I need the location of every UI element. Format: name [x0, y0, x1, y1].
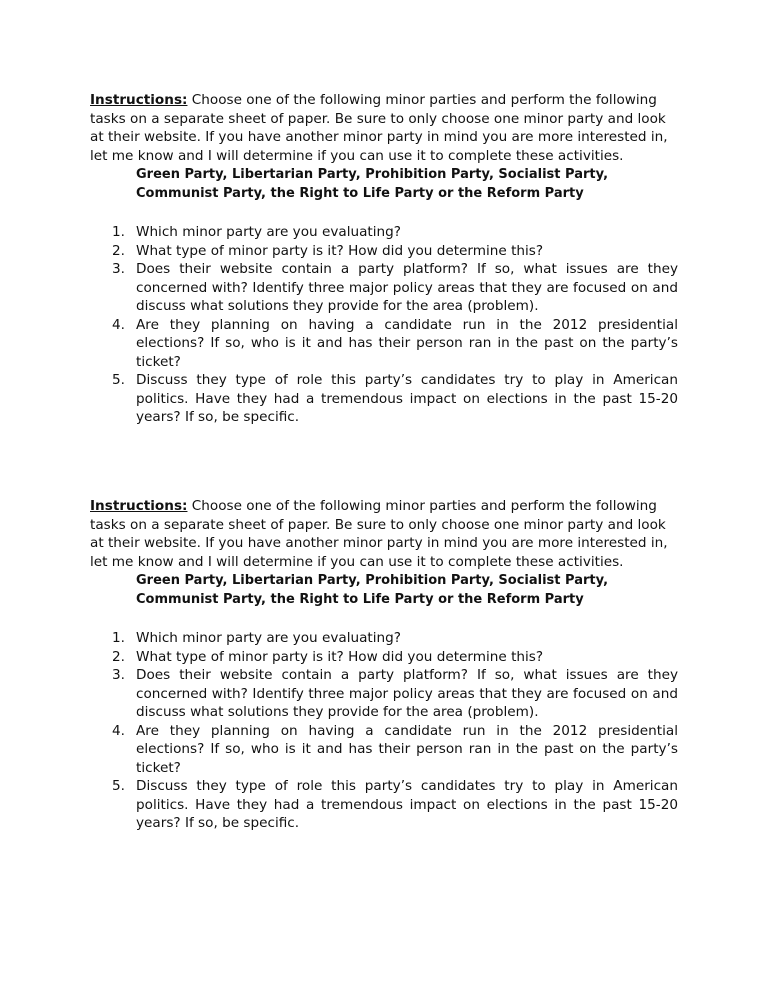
instructions-paragraph	[90, 497, 680, 571]
task-item-1	[90, 629, 678, 648]
task-item-4	[90, 722, 678, 778]
task-item-1	[90, 223, 678, 242]
task-number: 1.	[112, 630, 125, 646]
task-item-5	[90, 777, 678, 833]
instructions-label: Instructions:	[90, 498, 188, 514]
instructions-label: Instructions:	[90, 92, 188, 108]
task-text: Are they planning on having a candidate run in the 2012 presidential elections? If so, who is it and has their person ran in the past on the party’s ticket?	[136, 722, 678, 776]
task-text: Which minor party are you evaluating?	[136, 224, 401, 240]
task-text: Discuss they type of role this party’s candidates try to play in American politics. Have they had a tremendous impact on elections in the past 15-20 years? If so, be specific.	[136, 778, 678, 831]
task-item-2	[90, 242, 678, 261]
task-item-3	[90, 260, 678, 316]
instructions-section-1	[90, 91, 680, 427]
task-text: What type of minor party is it? How did you determine this?	[136, 648, 544, 665]
task-item-4	[90, 316, 678, 372]
task-number: 1.	[112, 224, 125, 240]
task-item-5	[90, 371, 678, 427]
task-number: 4.	[112, 316, 125, 333]
party-list: Green Party, Libertarian Party, Prohibition Party, Socialist Party, Communist Party, the Right to Life Party or the Reform Party	[136, 573, 609, 607]
task-text: Are they planning on having a candidate run in the 2012 presidential elections? If so, who is it and has their person ran in the past on the party’s ticket?	[136, 316, 678, 370]
task-number: 2.	[112, 242, 125, 259]
task-item-2	[90, 648, 678, 667]
instructions-paragraph	[90, 91, 680, 165]
task-text: Does their website contain a party platform? If so, what issues are they concerned with? Identify three major policy areas that they are focused on and discuss what solutions they provide for the area (problem).	[136, 667, 678, 720]
task-text: Which minor party are you evaluating?	[136, 630, 401, 646]
task-list	[90, 223, 680, 427]
instructions-text: Choose one of the following minor parties and perform the following tasks on a separate sheet of paper. Be sure to only choose one minor party and look at their website. If you have another minor party in mind you are more interested in, let me know and I will determine if you can use it to complete these activities.	[90, 498, 668, 570]
task-list	[90, 629, 680, 833]
task-text: Discuss they type of role this party’s candidates try to play in American politics. Have they had a tremendous impact on elections in the past 15-20 years? If so, be specific.	[136, 372, 678, 425]
task-number: 5.	[112, 778, 125, 794]
task-number: 4.	[112, 722, 125, 739]
instructions-text: Choose one of the following minor parties and perform the following tasks on a separate sheet of paper. Be sure to only choose one minor party and look at their website. If you have another minor party in mind you are more interested in, let me know and I will determine if you can use it to complete these activities.	[90, 92, 668, 164]
task-number: 5.	[112, 372, 125, 388]
task-number: 3.	[112, 261, 125, 277]
task-item-3	[90, 666, 678, 722]
task-text: What type of minor party is it? How did you determine this?	[136, 242, 544, 259]
party-list: Green Party, Libertarian Party, Prohibition Party, Socialist Party, Communist Party, the Right to Life Party or the Reform Party	[136, 167, 609, 201]
task-text: Does their website contain a party platform? If so, what issues are they concerned with? Identify three major policy areas that they are focused on and discuss what solutions they provide for the area (problem).	[136, 261, 678, 314]
instructions-section-2	[90, 497, 680, 833]
task-number: 2.	[112, 648, 125, 665]
task-number: 3.	[112, 667, 125, 683]
